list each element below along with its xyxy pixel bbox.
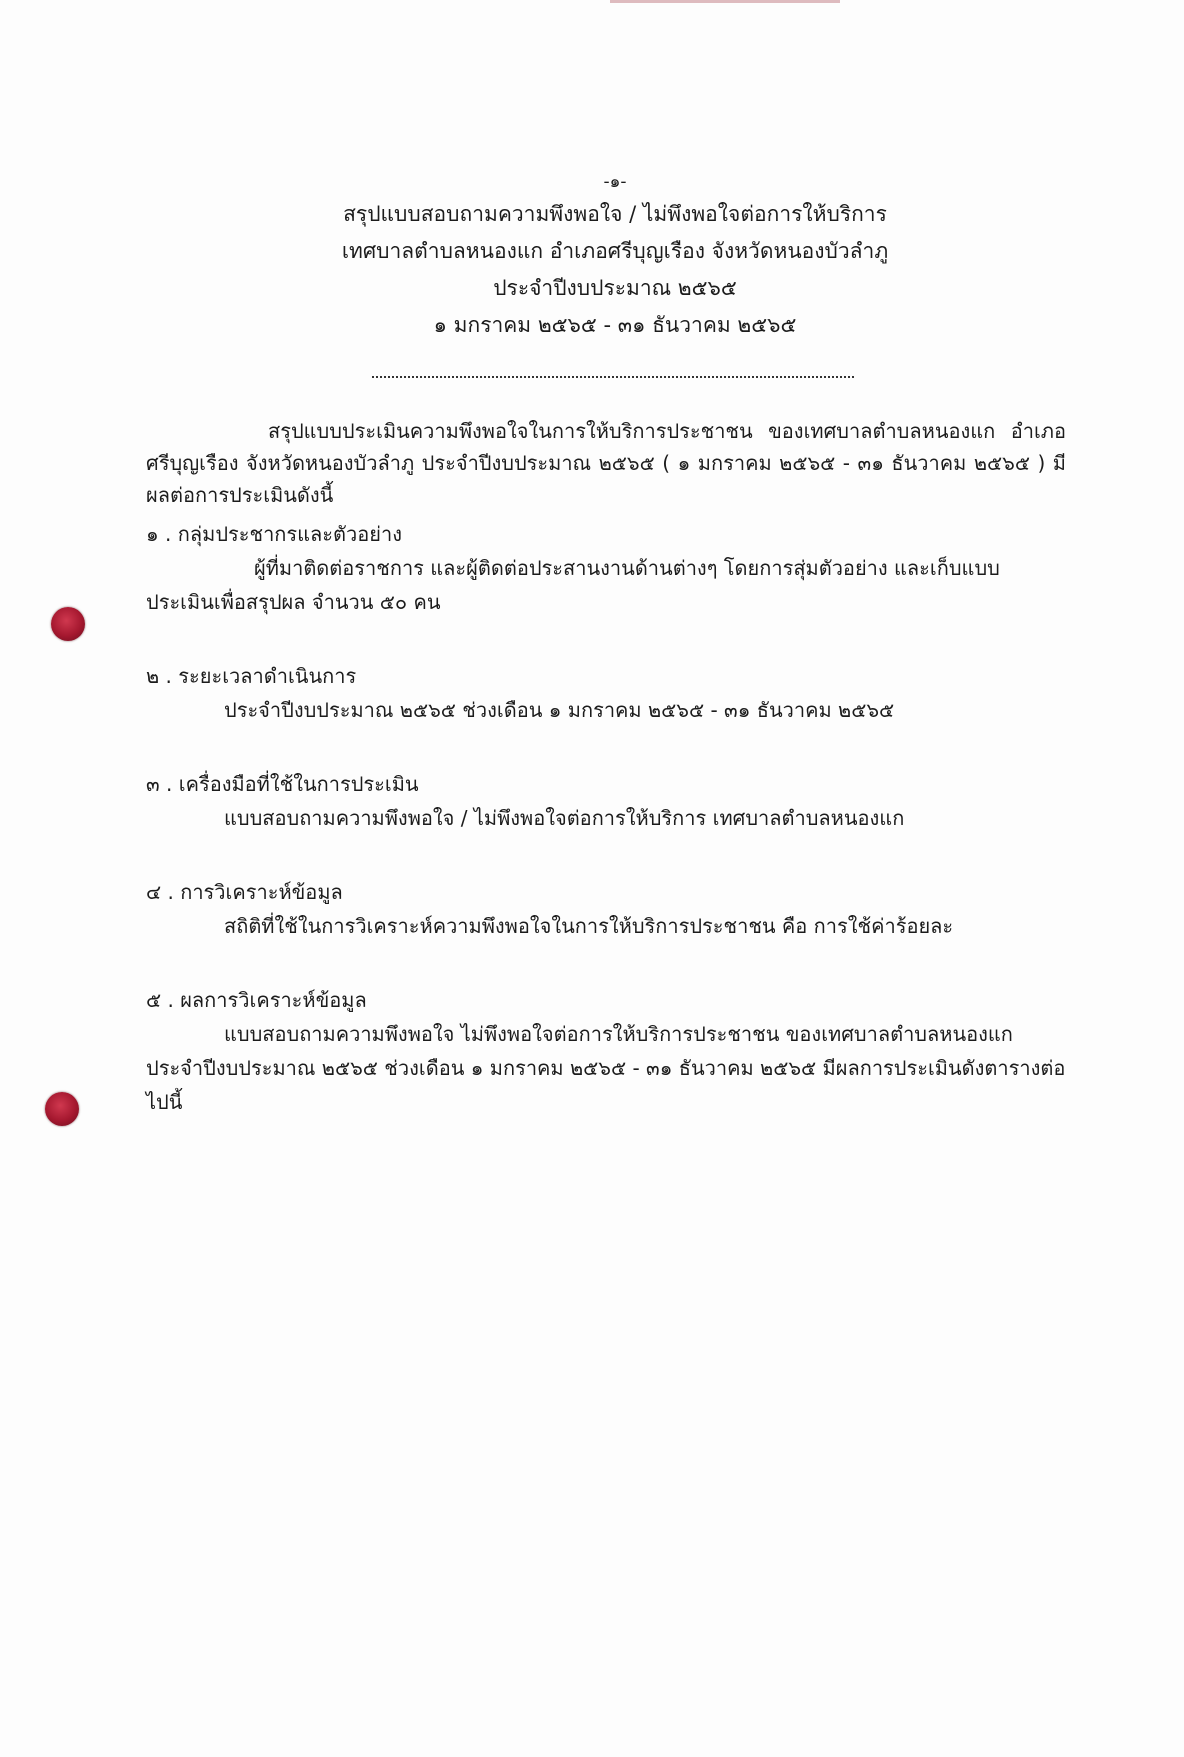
dotted-divider xyxy=(372,376,854,378)
binder-hole-upper xyxy=(51,607,85,641)
binder-hole-lower xyxy=(45,1092,79,1126)
section-text: แบบสอบถามความพึงพอใจ ไม่พึงพอใจต่อการให้บริการประชาชน ของเทศบาลตำบลหนองแก ประจำปีงบประมาณ ๒๕๖๕ ช่วงเดือน ๑ มกราคม ๒๕๖๕ - ๓๑ ธันวาคม ๒๕๖๕ มีผลการประเมินดังตารางต่อไปนี้ xyxy=(146,1022,1066,1114)
section-text: ผู้ที่มาติดต่อราชการ และผู้ติดต่อประสานงานด้านต่างๆ โดยการสุ่มตัวอย่าง และเก็บแบบประเมินเพื่อสรุปผล จำนวน ๕๐ คน xyxy=(146,556,1000,614)
organization-line: เทศบาลตำบลหนองแก อำเภอศรีบุญเรือง จังหวัดหนองบัวลำภู xyxy=(341,239,889,263)
section-analysis-results xyxy=(146,983,1066,1119)
section-text: แบบสอบถามความพึงพอใจ / ไม่พึงพอใจต่อการให้บริการ เทศบาลตำบลหนองแก xyxy=(224,806,905,830)
page-number: -๑- xyxy=(603,172,627,192)
date-range-line: ๑ มกราคม ๒๕๖๕ - ๓๑ ธันวาคม ๒๕๖๕ xyxy=(433,313,797,337)
section-title: ๔ . การวิเคราะห์ข้อมูล xyxy=(146,880,343,904)
fiscal-year-line: ประจำปีงบประมาณ ๒๕๖๕ xyxy=(493,276,737,300)
section-sample-group xyxy=(146,517,1066,619)
section-title: ๕ . ผลการวิเคราะห์ข้อมูล xyxy=(146,988,367,1012)
document-header xyxy=(300,168,930,344)
top-edge-mark xyxy=(610,0,840,3)
section-title: ๓ . เครื่องมือที่ใช้ในการประเมิน xyxy=(146,772,419,796)
section-title: ๒ . ระยะเวลาดำเนินการ xyxy=(146,664,357,688)
document-title: สรุปแบบสอบถามความพึงพอใจ / ไม่พึงพอใจต่อการให้บริการ xyxy=(343,202,887,226)
section-tools xyxy=(146,767,1066,835)
section-title: ๑ . กลุ่มประชากรและตัวอย่าง xyxy=(146,522,402,546)
section-data-analysis xyxy=(146,875,1066,943)
intro-paragraph: สรุปแบบประเมินความพึงพอใจในการให้บริการประชาชน ของเทศบาลตำบลหนองแก อำเภอศรีบุญเรือง จังหวัดหนองบัวลำภู ประจำปีงบประมาณ ๒๕๖๕ ( ๑ มกราคม ๒๕๖๕ - ๓๑ ธันวาคม ๒๕๖๕ ) มีผลต่อการประเมินดังนี้ xyxy=(146,419,1066,507)
section-text: ประจำปีงบประมาณ ๒๕๖๕ ช่วงเดือน ๑ มกราคม ๒๕๖๕ - ๓๑ ธันวาคม ๒๕๖๕ xyxy=(224,698,895,722)
section-text: สถิติที่ใช้ในการวิเคราะห์ความพึงพอใจในการให้บริการประชาชน คือ การใช้ค่าร้อยละ xyxy=(224,914,954,938)
section-duration xyxy=(146,659,1066,727)
document-body xyxy=(146,415,1066,1119)
